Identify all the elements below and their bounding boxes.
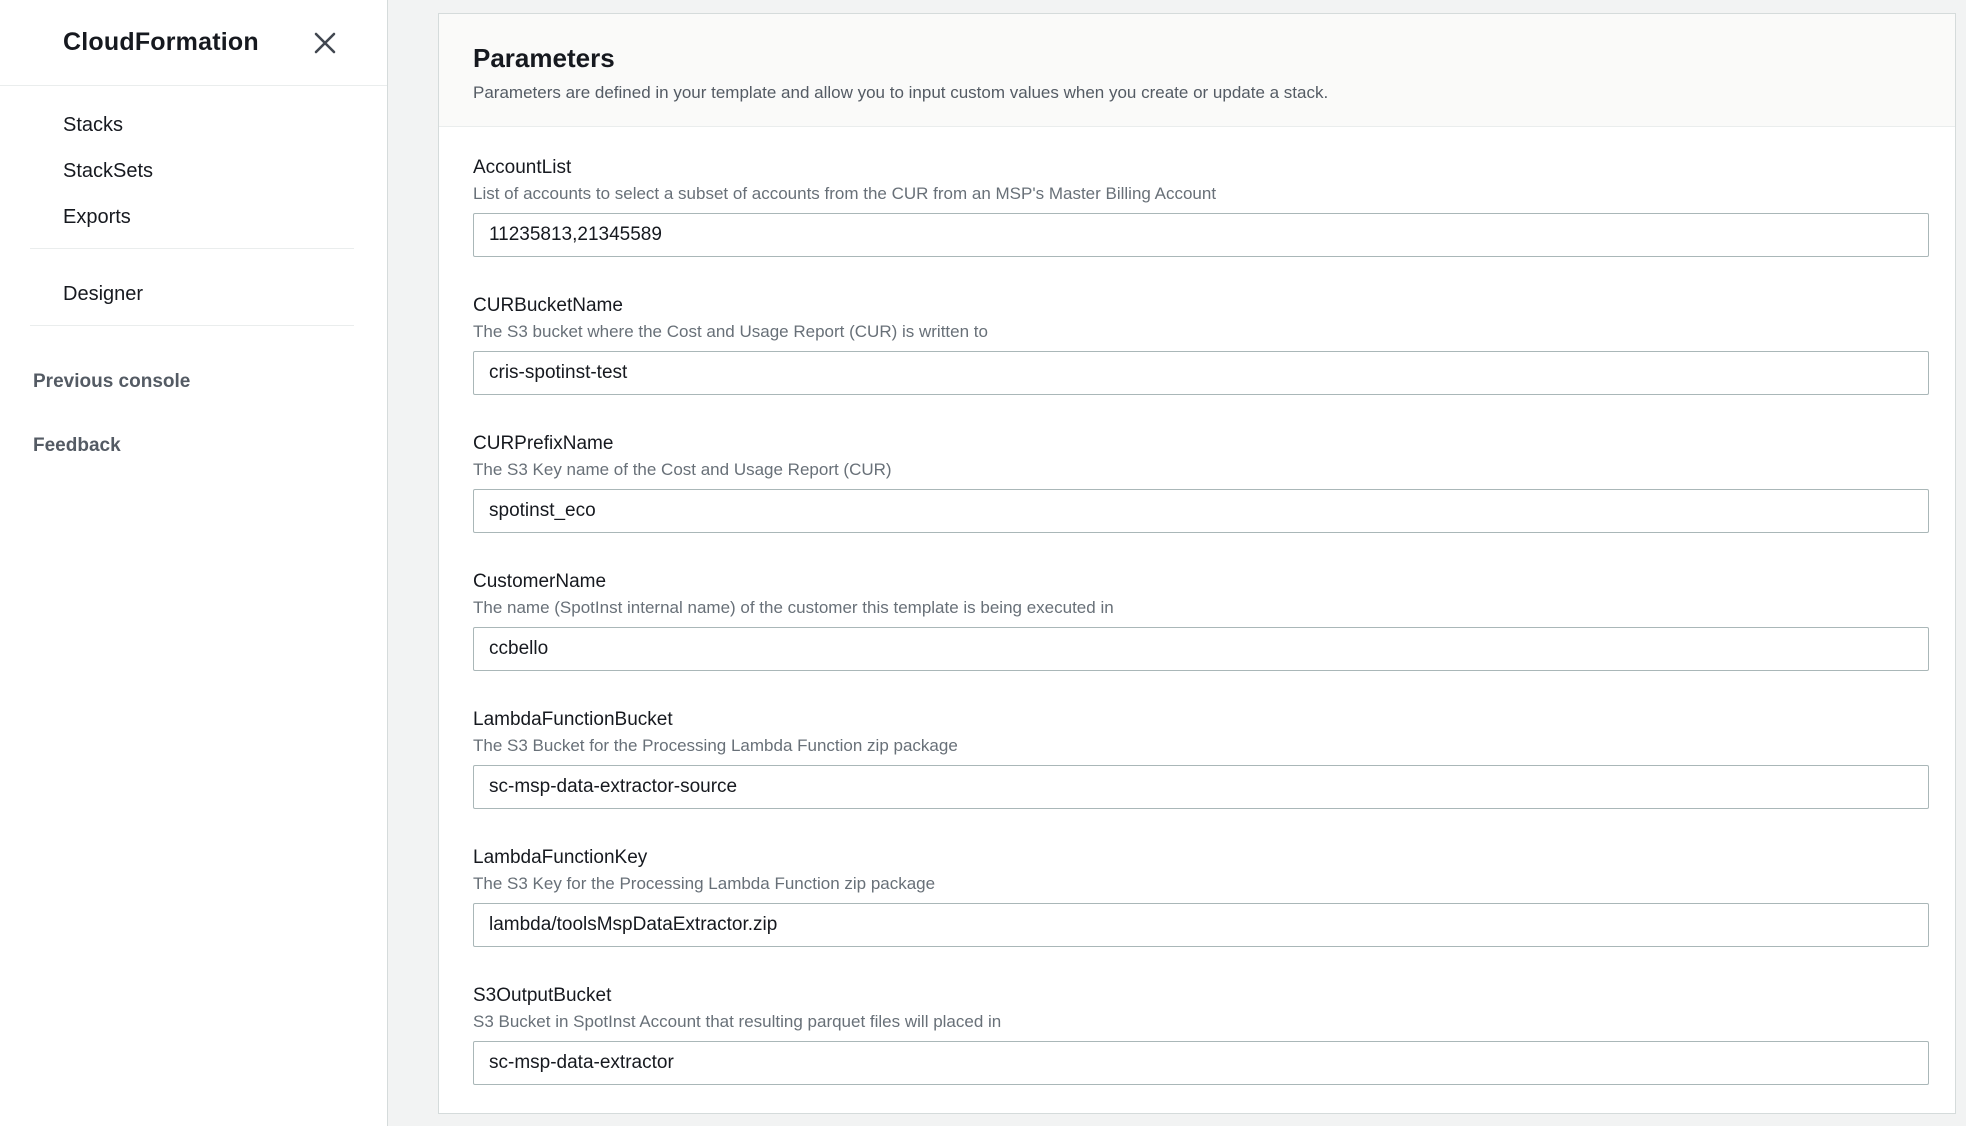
sidebar-nav-secondary <box>0 249 387 317</box>
sidebar-title: CloudFormation <box>63 28 259 56</box>
parameter-description: S3 Bucket in SpotInst Account that resulting parquet files will placed in <box>473 1012 1002 1031</box>
parameter-label: LambdaFunctionBucket <box>473 709 673 730</box>
sidebar-item-designer[interactable]: Designer <box>63 283 144 305</box>
parameter-label: S3OutputBucket <box>473 985 612 1006</box>
parameters-panel-body <box>439 127 1955 1113</box>
close-sidebar-button[interactable] <box>307 25 343 61</box>
sidebar <box>0 0 388 1126</box>
parameter-description: The S3 Bucket for the Processing Lambda Function zip package <box>473 736 958 755</box>
parameter-label: AccountList <box>473 157 572 178</box>
sidebar-header <box>0 0 387 86</box>
parameter-field-lambdafunctionbucket <box>473 709 1929 809</box>
parameters-panel <box>438 13 1956 1114</box>
parameter-label: CURBucketName <box>473 295 623 316</box>
parameter-description: The S3 bucket where the Cost and Usage Report (CUR) is written to <box>473 322 988 341</box>
parameter-description: The S3 Key for the Processing Lambda Function zip package <box>473 874 936 893</box>
parameter-description: List of accounts to select a subset of accounts from the CUR from an MSP's Master Billing Account <box>473 184 1217 203</box>
sidebar-footer <box>0 326 387 458</box>
parameter-label: CustomerName <box>473 571 607 592</box>
lambdafunctionbucket-input[interactable] <box>473 765 1929 809</box>
curprefixname-input[interactable] <box>473 489 1929 533</box>
parameter-field-customername <box>473 571 1929 671</box>
sidebar-item-previous-console[interactable]: Previous console <box>33 371 191 392</box>
parameter-field-curbucketname <box>473 295 1929 395</box>
accountlist-input[interactable] <box>473 213 1929 257</box>
parameter-field-s3outputbucket <box>473 985 1929 1085</box>
parameter-description: The name (SpotInst internal name) of the customer this template is being executed in <box>473 598 1114 617</box>
parameter-field-curprefixname <box>473 433 1929 533</box>
sidebar-nav-primary <box>0 86 387 240</box>
panel-description: Parameters are defined in your template and allow you to input custom values when you create or update a stack. <box>473 83 1329 102</box>
s3outputbucket-input[interactable] <box>473 1041 1929 1085</box>
sidebar-item-exports[interactable]: Exports <box>63 206 131 228</box>
parameter-field-lambdafunctionkey <box>473 847 1929 947</box>
parameter-label: LambdaFunctionKey <box>473 847 648 868</box>
parameter-label: CURPrefixName <box>473 433 614 454</box>
page-title: Parameters <box>473 43 615 73</box>
sidebar-item-feedback[interactable]: Feedback <box>33 435 121 456</box>
curbucketname-input[interactable] <box>473 351 1929 395</box>
parameter-description: The S3 Key name of the Cost and Usage Report (CUR) <box>473 460 892 479</box>
customername-input[interactable] <box>473 627 1929 671</box>
sidebar-item-stacks[interactable]: Stacks <box>63 114 124 136</box>
close-icon <box>311 29 339 57</box>
sidebar-item-stacksets[interactable]: StackSets <box>63 160 154 182</box>
main-content <box>388 0 1966 1126</box>
lambdafunctionkey-input[interactable] <box>473 903 1929 947</box>
parameters-panel-header <box>439 14 1955 127</box>
parameter-field-accountlist <box>473 157 1929 257</box>
